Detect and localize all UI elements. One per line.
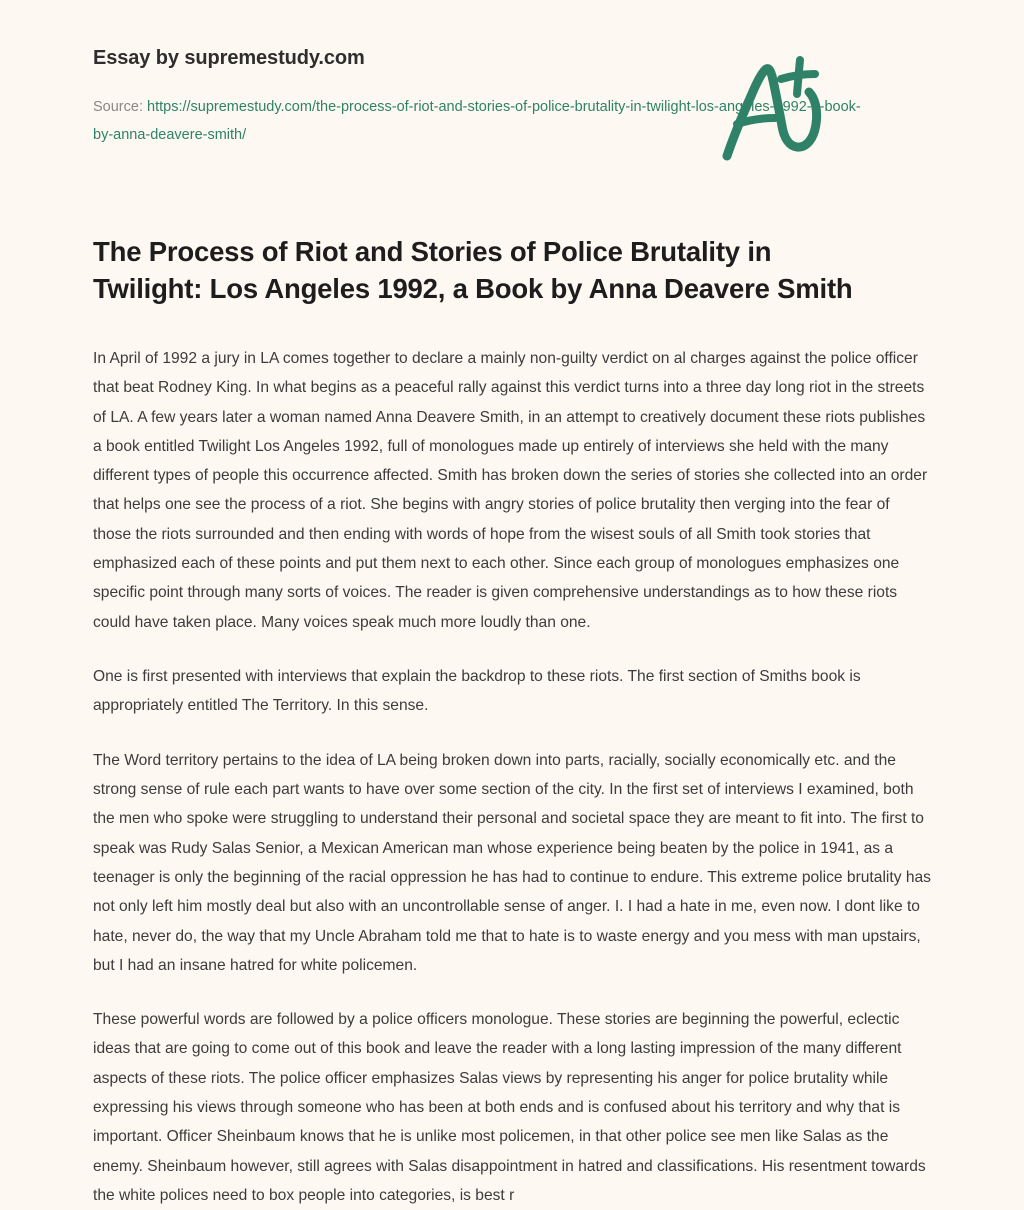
page-title: The Process of Riot and Stories of Police Brutality in Twilight: Los Angeles 1992, a Book by Anna Deavere Smith xyxy=(93,235,853,305)
page-header xyxy=(93,0,931,150)
a-plus-handwritten-logo-icon xyxy=(717,52,835,164)
source-label: Source: xyxy=(93,99,143,115)
a-plus-logo xyxy=(717,52,835,164)
article-paragraph: One is first presented with interviews that explain the backdrop to these riots. The first section of Smiths book is appropriately entitled The Territory. In this sense. xyxy=(93,668,861,715)
article-paragraph: These powerful words are followed by a police officers monologue. These stories are beginning the powerful, eclectic ideas that are going to come out of this book and leave the reader with a long lasting impression of the many different aspects of these riots. The police officer emphasizes Salas views by representing his anger for police brutality while expressing his views through someone who has been at both ends and is confused about his territory and why that is important. Officer Sheinbaum knows that he is unlike most policemen, in that other police see men like Salas as the enemy. Sheinbaum however, still agrees with Salas disappointment in hatred and classifications. His resentment towards the white polices need to box people into categories, is best r xyxy=(93,1011,926,1204)
article-paragraph: In April of 1992 a jury in LA comes together to declare a mainly non-guilty verdict on al charges against the police officer that beat Rodney King. In what begins as a peaceful rally against this verdict turns into a three day long riot in the streets of LA. A few years later a woman named Anna Deavere Smith, in an attempt to creatively document these riots publishes a book entitled Twilight Los Angeles 1992, full of monologues made up entirely of interviews she held with the many different types of people this occurrence affected. Smith has broken down the series of stories she collected into an order that helps one see the process of a riot. She begins with angry stories of police brutality then verging into the fear of those the riots surrounded and then ending with words of hope from the wisest souls of all Smith took stories that emphasized each of these points and put them next to each other. Since each group of monologues emphasizes one specific point through many sorts of voices. The reader is given comprehensive understandings as to how these riots could have taken place. Many voices speak much more loudly than one. xyxy=(93,349,928,631)
essay-byline: Essay by supremestudy.com xyxy=(93,47,365,69)
article-paragraph: The Word territory pertains to the idea of LA being broken down into parts, racially, socially economically etc. and the strong sense of rule each part wants to have over some section of the city. In the first set of interviews I examined, both the men who spoke were struggling to understand their personal and societal space they are meant to fit into. The first to speak was Rudy Salas Senior, a Mexican American man whose experience being beaten by the police in 1941, as a teenager is only the beginning of the racial oppression he has had to continue to endure. This extreme police brutality has not only left him mostly deal but also with an uncontrollable sense of anger. I. I had a hate in me, even now. I dont like to hate, never do, the way that my Uncle Abraham told me that to hate is to waste energy and you mess with man upstairs, but I had an insane hatred for white policemen. xyxy=(93,751,931,974)
article-body xyxy=(93,308,931,1210)
source-url-link[interactable]: https://supremestudy.com/the-process-of-riot-and-stories-of-police-brutality-in-twilight-los-angeles-1992-a-book-by-anna-deavere-smith/ xyxy=(93,99,861,144)
